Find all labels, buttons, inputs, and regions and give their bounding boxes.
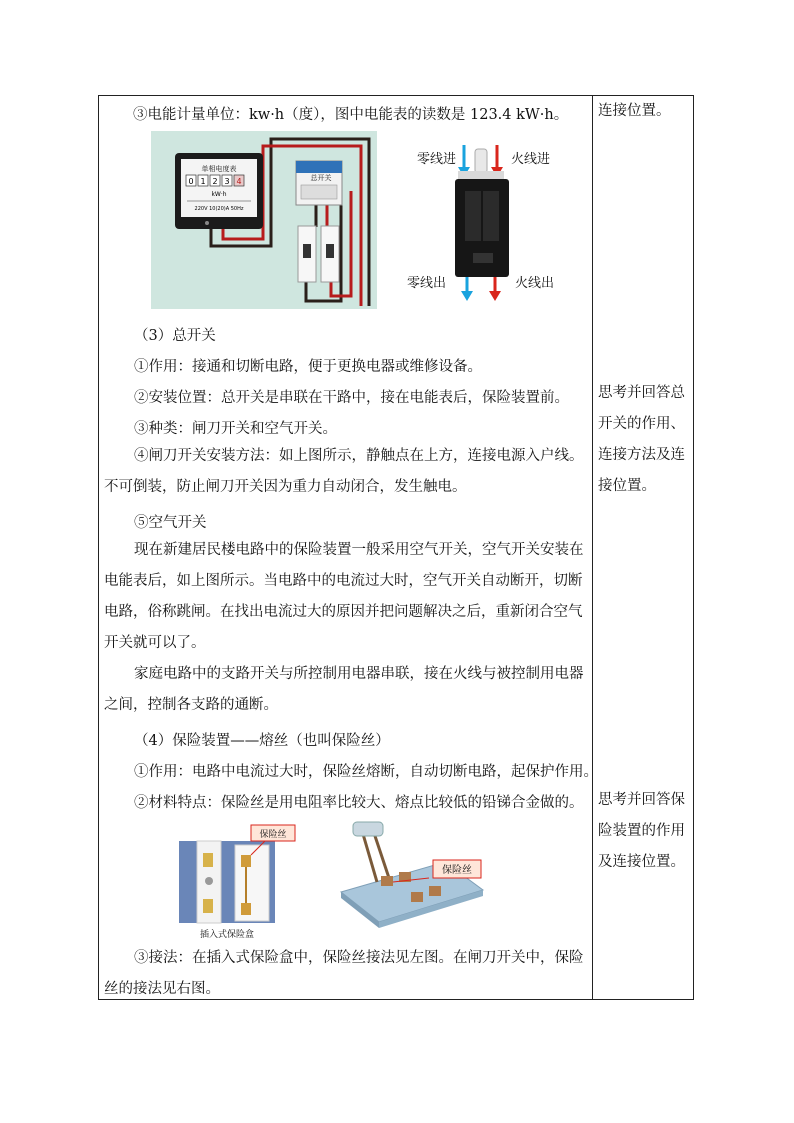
meter-digit: 4 — [236, 177, 242, 186]
meter-digit: 2 — [212, 177, 218, 186]
column-divider — [592, 95, 593, 1000]
zero-line-in-label: 零线进 — [417, 152, 457, 167]
plug-in-fuse-box-figure — [179, 823, 299, 941]
meter-digit: 0 — [188, 177, 194, 186]
air-switch-paragraph: 现在新建居民楼电路中的保险装置一般采用空气开关，空气开关安装在电能表后，如上图所示。当电路中的电流过大时，空气开关自动断开，切断电路，俗称跳闸。在找出电流过大的原因并把问题解决之后，重新闭合空气开关就可以了。 — [104, 542, 584, 651]
section-3-title: （3）总开关 — [134, 328, 216, 344]
breaker-label: 总开关 — [310, 174, 332, 182]
side-note-main-switch: 思考并回答总开关的作用、连接方法及连接位置。 — [598, 385, 685, 494]
fuse-connection-paragraph: ③接法：在插入式保险盒中，保险丝接法见左图。在闸刀开关中，保险丝的接法见右图。 — [104, 950, 584, 997]
fire-line-in-label: 火线进 — [511, 152, 551, 167]
air-switch-heading: ⑤空气开关 — [134, 515, 207, 531]
side-note-fuse: 思考并回答保险装置的作用及连接位置。 — [598, 792, 685, 870]
fuse-material: ②材料特点：保险丝是用电阻率比较大、熔点比较低的铅锑合金做的。 — [134, 795, 584, 811]
meter-spec: 220V 10(20)A 50Hz — [194, 206, 244, 212]
side-note-connection: 连接位置。 — [598, 103, 671, 119]
fuse-box-caption: 插入式保险盒 — [199, 930, 255, 940]
knife-switch-fuse-figure — [333, 820, 493, 928]
main-switch-types: ③种类：闸刀开关和空气开关。 — [134, 421, 337, 437]
main-switch-function: ①作用：接通和切断电路，便于更换电器或维修设备。 — [134, 359, 482, 375]
fire-line-out-label: 火线出 — [515, 276, 555, 291]
zero-line-out-label: 零线出 — [407, 276, 447, 291]
meter-unit-text: ③电能计量单位：kw·h（度），图中电能表的读数是 123.4 kW·h。 — [133, 107, 569, 123]
meter-unit: kW·h — [211, 191, 227, 198]
branch-switch-paragraph: 家庭电路中的支路开关与所控制用电器串联，接在火线与被控制用电器之间，控制各支路的通断。 — [104, 666, 584, 713]
knife-switch-install: ④闸刀开关安装方法：如上图所示，静触点在上方，连接电源入户线。不可倒装，防止闸刀开关因为重力自动闭合，发生触电。 — [104, 448, 584, 495]
section-4-title: （4）保险装置——熔丝（也叫保险丝） — [134, 733, 390, 749]
live-out-arrow — [489, 275, 501, 301]
knife-switch-figure — [403, 141, 558, 304]
meter-digit: 3 — [224, 177, 230, 186]
main-switch-position: ②安装位置：总开关是串联在干路中，接在电能表后，保险装置前。 — [134, 390, 569, 406]
fuse-label: 保险丝 — [442, 865, 472, 876]
meter-wiring-figure — [151, 131, 377, 309]
meter-digit: 1 — [200, 177, 206, 186]
meter-title: 单相电度表 — [201, 165, 237, 173]
neutral-out-arrow — [461, 275, 473, 301]
fuse-function: ①作用：电路中电流过大时，保险丝熔断，自动切断电路，起保护作用。 — [134, 764, 598, 780]
fuse-label: 保险丝 — [259, 830, 287, 840]
